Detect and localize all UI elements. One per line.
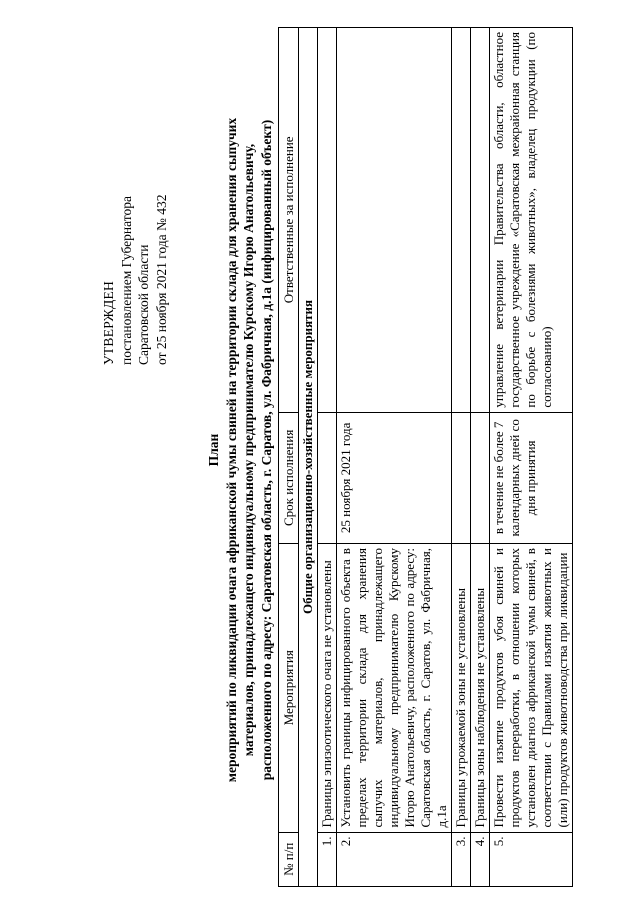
approval-line-1: постановлением Губернатора: [118, 196, 134, 365]
approval-line-3: от 25 ноября 2021 года № 432: [153, 194, 169, 365]
row-responsible: управление ветеринарии Правительства области, областное государственное учреждение «Саратовская межрайонная станция по борьбе с болезнями животных», владелец продукции (по согласованию): [490, 28, 573, 413]
table-row: [471, 28, 490, 887]
table-header-row: [279, 28, 299, 887]
row-responsible: [471, 28, 490, 413]
row-term: 25 ноября 2021 года: [337, 412, 452, 543]
row-responsible: [337, 28, 452, 413]
row-term: в течение не более 7 календарных дней со дня принятия: [490, 412, 573, 543]
row-number: 1.: [318, 832, 337, 886]
plan-table: [278, 27, 573, 887]
header-responsible: Ответственные за исполнение: [279, 28, 299, 413]
header-activity: Мероприятия: [279, 544, 299, 832]
title-heading: План: [206, 433, 221, 467]
title-line-2: материалов, принадлежащего индивидуальному предпринимателю Курскому Игорю Анатольевичу,: [241, 143, 256, 757]
title-line-3: расположенного по адресу: Саратовская область, г. Саратов, ул. Фабричная, д.1а (инфицированный объект): [258, 119, 274, 781]
row-activity: Границы зоны наблюдения не установлены: [471, 544, 490, 832]
row-number: 3.: [452, 832, 471, 886]
table-row: [452, 28, 471, 887]
row-number: 4.: [471, 832, 490, 886]
approval-status: УТВЕРЖДЕН: [101, 280, 116, 365]
row-activity: Провести изъятие продуктов убоя свиней и продуктов переработки, в отношении которых установлен диагноз африканской чумы свиней, в соответствии с Правилами изъятия животных и (или) продуктов животноводства при ликвидации: [490, 544, 573, 832]
header-term: Срок исполнения: [279, 412, 299, 543]
row-term: [471, 412, 490, 543]
document-title: [205, 25, 275, 875]
approval-stamp: [100, 35, 170, 365]
row-responsible: [318, 28, 337, 413]
row-activity: Границы угрожаемой зоны не установлены: [452, 544, 471, 832]
row-activity: Границы эпизоотического очага не установлены: [318, 544, 337, 832]
row-responsible: [452, 28, 471, 413]
section-row: [299, 28, 318, 887]
row-number: 2.: [337, 832, 452, 886]
table-row: [337, 28, 452, 887]
row-term: [452, 412, 471, 543]
approval-line-2: Саратовской области: [136, 244, 151, 365]
title-line-1: мероприятий по ликвидации очага африканской чумы свиней на территории склада для хранения сыпучих: [223, 117, 239, 783]
row-number: 5.: [490, 832, 573, 886]
header-no: № п/п: [279, 832, 299, 886]
section-title: Общие организационно-хозяйственные мероприятия: [299, 28, 318, 887]
table-row: [318, 28, 337, 887]
row-term: [318, 412, 337, 543]
row-activity: Установить границы инфицированного объекта в пределах территории склада для хранения сыпучих материалов, принадлежащего индивидуальному предпринимателю Курскому Игорю Анатольевичу, расположенного по адресу: Саратовская область, г. Саратов, ул. Фабричная, д.1а: [337, 544, 452, 832]
table-row: [490, 28, 573, 887]
